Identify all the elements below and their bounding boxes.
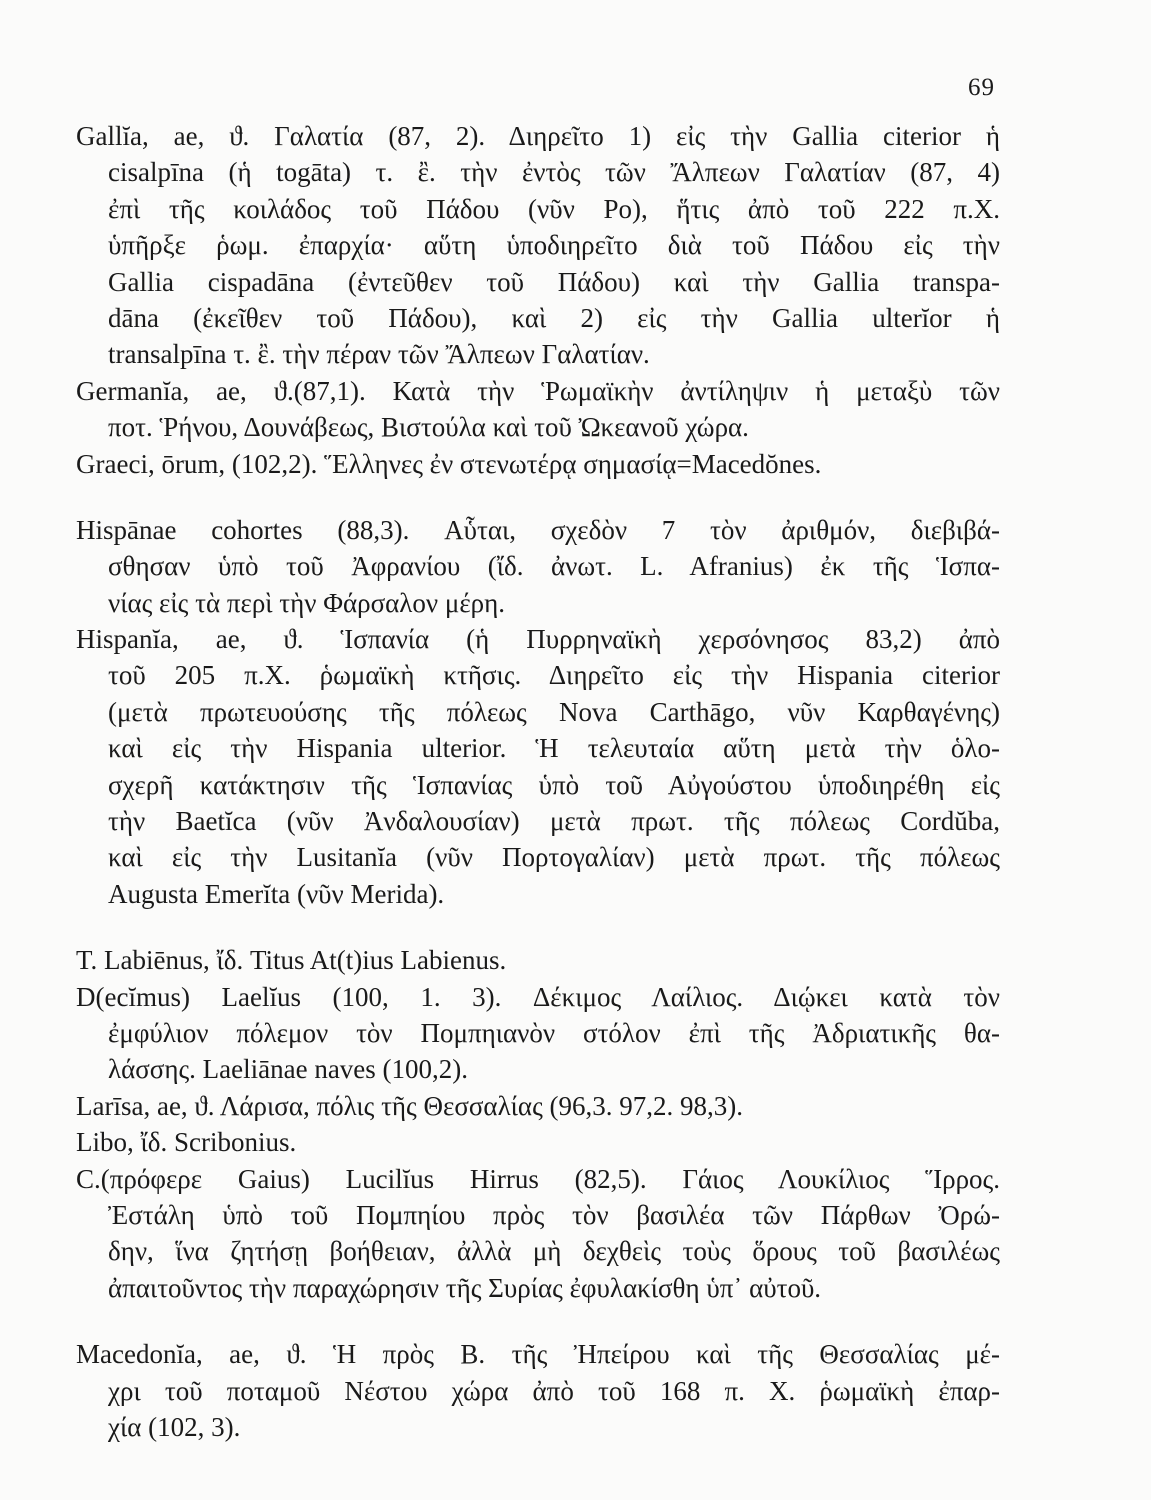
entry-text-line: καὶ εἰς τὴν Hispania ulterior. Ἡ τελευταία αὕτη μετὰ τὴν ὁλο- [108,733,1000,764]
entry-text-line: λάσσης. Laeliānae naves (100,2). [108,1054,469,1085]
entry-text-line: σχερῆ κατάκτησιν τῆς Ἱσπανίας ὑπὸ τοῦ Αὐγούστου ὑποδιηρέθη εἰς [108,769,1000,800]
glossary-entry [76,979,1000,1088]
entry-headword-line: Libo, ἴδ. Scribonius. [76,1127,297,1158]
entry-headword-line: Hispānae cohortes (88,3). Αὗται, σχεδὸν 7 τὸν ἀριθμόν, διεβιβά- [76,514,1000,545]
glossary-entry [76,446,1000,482]
entry-text-line: ποτ. Ῥήνου, Δουνάβεως, Βιστούλα καὶ τοῦ Ὠκεανοῦ χώρα. [108,412,749,443]
page-number: 69 [968,74,995,101]
entry-text-line: dāna (ἐκεῖθεν τοῦ Πάδου), καὶ 2) εἰς τὴν Gallia ulterĭor ἡ [108,302,1000,333]
section-gap [76,1306,1000,1336]
entry-text-line: νίας εἰς τὰ περὶ τὴν Φάρσαλον μέρη. [108,587,505,618]
glossary-body [76,118,1000,1445]
entry-headword-line: D(ecĭmus) Laelĭus (100, 1. 3). Δέκιμος Λαίλιος. Διῴκει κατὰ τὸν [76,981,1000,1012]
entry-text-line: χία (102, 3). [108,1411,241,1442]
entry-text-line: ὑπῆρξε ῥωμ. ἐπαρχία· αὕτη ὑποδιηρεῖτο διὰ τοῦ Πάδου εἰς τὴν [108,230,1000,261]
entry-text-line: ἐμφύλιον πόλεμον τὸν Πομπηιανὸν στόλον ἐπὶ τῆς Ἀδριατικῆς θα- [108,1017,1000,1048]
entry-headword-line: Graeci, ōrum, (102,2). Ἕλληνες ἐν στενωτέρᾳ σημασίᾳ=Macedŏnes. [76,448,822,479]
entry-text-line: Ἐστάλη ὑπὸ τοῦ Πομπηίου πρὸς τὸν βασιλέα τῶν Πάρθων Ὀρώ- [108,1199,1000,1230]
entry-text-line: τοῦ 205 π.Χ. ῥωμαϊκὴ κτῆσις. Διηρεῖτο εἰς τὴν Hispania citerior [108,660,1000,691]
entry-text-line: ἐπὶ τῆς κοιλάδος τοῦ Πάδου (νῦν Po), ἥτις ἀπὸ τοῦ 222 π.Χ. [108,193,1000,224]
glossary-entry [76,512,1000,621]
entry-headword-line: Gallĭa, ae, ϑ. Γαλατία (87, 2). Διηρεῖτο 1) εἰς τὴν Gallia citerior ἡ [76,121,1000,151]
entry-text-line: (μετὰ πρωτευούσης τῆς πόλεως Nova Carthāgo, νῦν Καρθαγένης) [108,696,1000,727]
entry-headword-line: Germanĭa, ae, ϑ.(87,1). Κατὰ τὴν Ῥωμαϊκὴν ἀντίληψιν ἡ μεταξὺ τῶν [76,375,1000,406]
entry-text-line: σθησαν ὑπὸ τοῦ Ἀφρανίου (ἴδ. ἀνωτ. L. Afranius) ἐκ τῆς Ἱσπα- [108,551,1000,582]
entry-text-line: χρι τοῦ ποταμοῦ Νέστου χώρα ἀπὸ τοῦ 168 π. Χ. ῥωμαϊκὴ ἐπαρ- [108,1375,1000,1406]
entry-headword-line: Hispanĭa, ae, ϑ. Ἱσπανία (ἡ Πυρρηναϊκὴ χερσόνησος 83,2) ἀπὸ [76,624,1000,655]
entry-text-line: cisalpīna (ἡ togāta) τ. ἒ. τὴν ἐντὸς τῶν Ἄλπεων Γαλατίαν (87, 4) [108,157,1000,188]
glossary-entry [76,942,1000,978]
glossary-entry [76,1088,1000,1124]
glossary-entry [76,1161,1000,1307]
entry-text-line: δην, ἵνα ζητήσῃ βοήθειαν, ἀλλὰ μὴ δεχθεὶς τοὺς ὅρους τοῦ βασιλέως [108,1236,1000,1267]
glossary-entry [76,373,1000,446]
glossary-entry [76,621,1000,912]
entry-headword-line: T. Labiēnus, ἴδ. Titus At(t)ius Labienus. [76,945,507,976]
glossary-entry [76,1336,1000,1445]
entry-text-line: ἀπαιτοῦντος τὴν παραχώρησιν τῆς Συρίας ἐφυλακίσθη ὑπ᾽ αὐτοῦ. [108,1272,822,1303]
section-gap [76,912,1000,942]
entry-headword-line: Macedonĭa, ae, ϑ. Ἡ πρὸς Β. τῆς Ἠπείρου καὶ τῆς Θεσσαλίας μέ- [76,1339,1000,1370]
entry-text-line: τὴν Baetĭca (νῦν Ἀνδαλουσίαν) μετὰ πρωτ. τῆς πόλεως Cordŭba, [108,806,1000,837]
entry-text-line: Augusta Emerĭta (νῦν Merida). [108,878,445,909]
entry-text-line: καὶ εἰς τὴν Lusitanĭa (νῦν Πορτογαλίαν) μετὰ πρωτ. τῆς πόλεως [108,842,1000,873]
entry-headword-line: Larīsa, ae, ϑ. Λάρισα, πόλις τῆς Θεσσαλίας (96,3. 97,2. 98,3). [76,1090,743,1121]
entry-headword-line: C.(πρόφερε Gaius) Lucilĭus Hirrus (82,5). Γάιος Λουκίλιος Ἵρρος. [76,1163,1000,1194]
glossary-entry [76,1124,1000,1160]
section-gap [76,482,1000,512]
entry-text-line: Gallia cispadāna (ἐντεῦθεν τοῦ Πάδου) καὶ τὴν Gallia transpa- [108,266,1000,297]
entry-text-line: transalpīna τ. ἒ. τὴν πέραν τῶν Ἄλπεων Γαλατίαν. [108,339,650,370]
glossary-entry [76,118,1000,373]
